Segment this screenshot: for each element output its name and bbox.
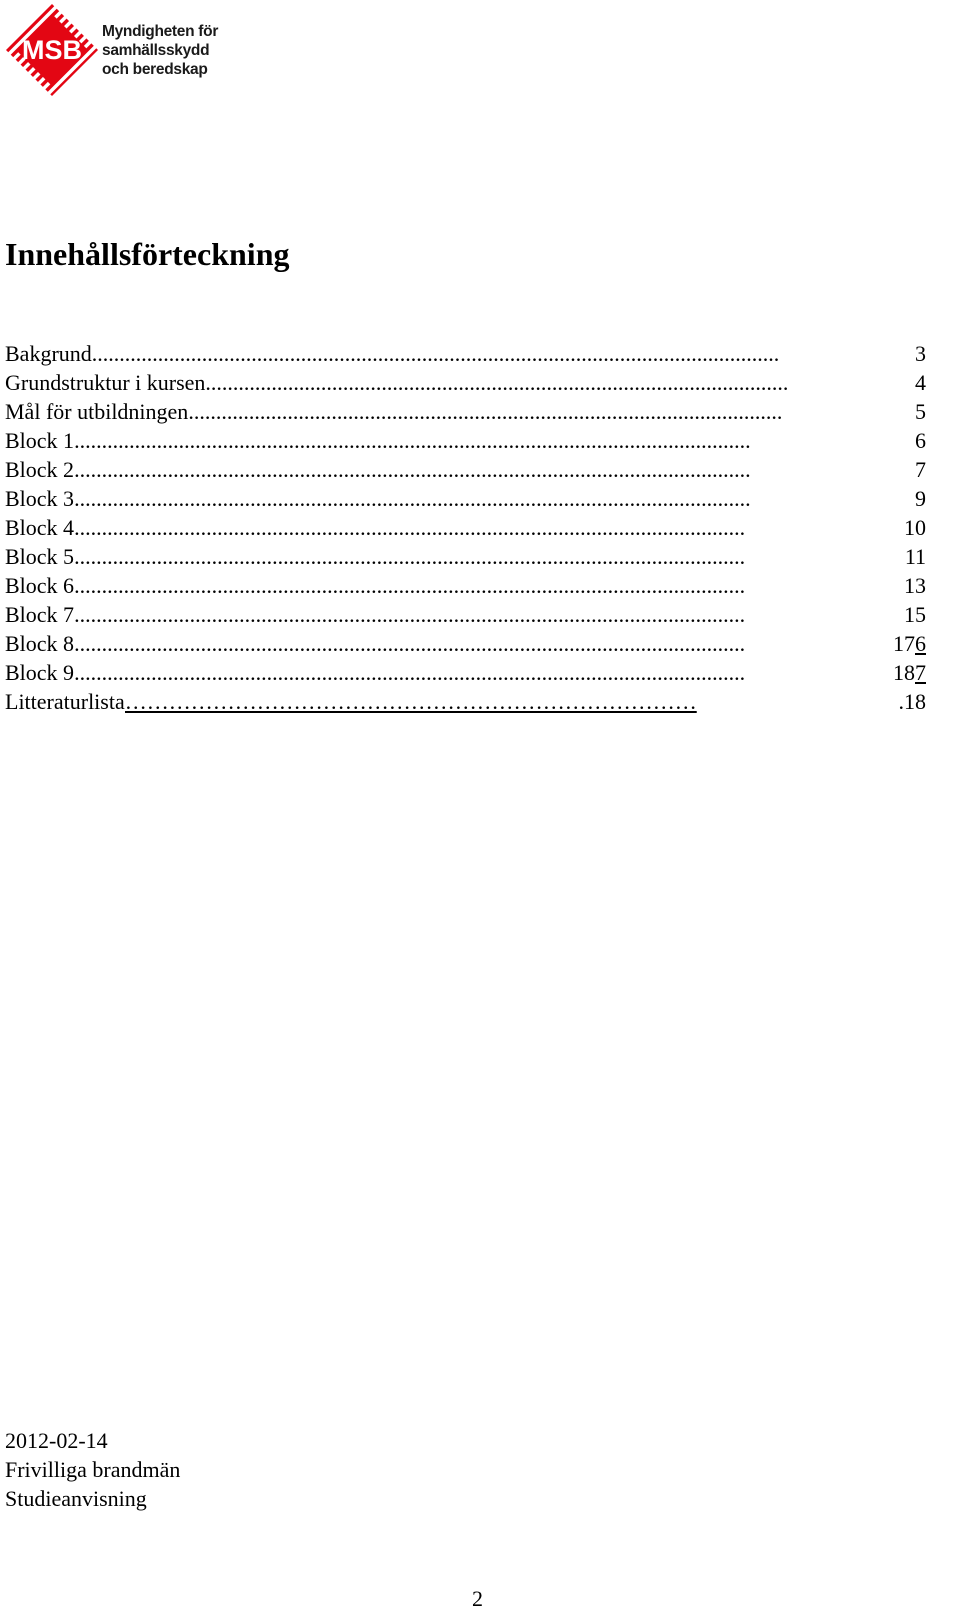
document-subject: Frivilliga brandmän [5, 1457, 181, 1482]
toc-entry-title: Mål för utbildningen [5, 399, 189, 424]
toc-leader: ............................................................................................................................. [91, 341, 780, 366]
toc-leader: .......................................................................................................................... [74, 515, 746, 540]
toc-page-number: .18 [895, 687, 927, 716]
logo-line-2: samhällsskydd [102, 42, 210, 59]
toc-leader: .......................................................................................................................... [74, 544, 746, 569]
toc-entry-title: Block 1 [5, 428, 75, 453]
toc-leader: .......................................................................................................................... [74, 660, 746, 685]
toc-leader: …………………………………………………………………… [124, 689, 697, 714]
toc-entry-grundstruktur[interactable] [5, 368, 960, 397]
document-date: 2012-02-14 [5, 1428, 108, 1453]
toc-page-number: 6 [911, 426, 926, 455]
toc-entry-title: Block 8 [5, 631, 75, 656]
toc-entry-title: Block 3 [5, 486, 75, 511]
toc-entry-title: Block 6 [5, 573, 75, 598]
toc-entry-block-2[interactable] [5, 455, 960, 484]
toc-entry-title: Block 9 [5, 660, 75, 685]
toc-list [5, 339, 960, 716]
toc-page-number: 15 [900, 600, 926, 629]
toc-entry-mal[interactable] [5, 397, 960, 426]
toc-leader: ........................................................................................................................... [74, 428, 751, 453]
toc-entry-title: Grundstruktur i kursen [5, 370, 206, 395]
toc-entry-title: Block 4 [5, 515, 75, 540]
logo-mark-text: MSB [22, 35, 82, 65]
toc-page-number: 11 [901, 542, 926, 571]
logo-wordmark [102, 22, 218, 79]
toc-leader: ........................................................................................................................... [74, 486, 751, 511]
toc-page-number: 7 [911, 455, 926, 484]
toc-heading: Innehållsförteckning [5, 236, 290, 272]
toc-leader: .......................................................................................................... [205, 370, 789, 395]
toc-page-plain: 17 [893, 631, 915, 656]
msb-logo [4, 2, 219, 98]
toc-leader: .......................................................................................................................... [74, 602, 746, 627]
toc-entry-block-9[interactable] [5, 658, 960, 687]
toc-page-number [889, 658, 926, 687]
toc-page-plain: 18 [893, 660, 915, 685]
toc-page-number: 10 [900, 513, 926, 542]
toc-entry-block-8[interactable] [5, 629, 960, 658]
document-footer-info [5, 1426, 180, 1513]
logo-line-1: Myndigheten för [102, 23, 219, 40]
toc-page-underlined: 6 [915, 631, 926, 656]
toc-entry-title: Bakgrund [5, 341, 92, 366]
toc-page-number: 3 [911, 339, 926, 368]
toc-leader: ............................................................................................................ [188, 399, 783, 424]
toc-entry-title: Block 7 [5, 602, 75, 627]
toc-entry-block-4[interactable] [5, 513, 960, 542]
logo-line-3: och beredskap [102, 61, 208, 78]
toc-page-number: 9 [911, 484, 926, 513]
toc-page-number [889, 629, 926, 658]
toc-entry-title: Litteraturlista [5, 689, 125, 714]
toc-entry-block-5[interactable] [5, 542, 960, 571]
toc-leader: .......................................................................................................................... [74, 631, 746, 656]
toc-entry-litteraturlista[interactable] [5, 687, 960, 716]
toc-leader: ........................................................................................................................... [74, 457, 751, 482]
toc-page-underlined: 7 [915, 660, 926, 685]
toc-leader: .......................................................................................................................... [74, 573, 746, 598]
toc-entry-bakgrund[interactable] [5, 339, 960, 368]
toc-entry-block-3[interactable] [5, 484, 960, 513]
toc-entry-block-1[interactable] [5, 426, 960, 455]
toc-entry-block-6[interactable] [5, 571, 960, 600]
toc-entry-block-7[interactable] [5, 600, 960, 629]
toc-entry-title: Block 5 [5, 544, 75, 569]
toc-page-number: 13 [900, 571, 926, 600]
toc-page-number: 5 [911, 397, 926, 426]
page-number: 2 [472, 1586, 483, 1611]
toc-entry-title: Block 2 [5, 457, 75, 482]
toc-page-number: 4 [911, 368, 926, 397]
document-type: Studieanvisning [5, 1486, 147, 1511]
msb-logo-mark [4, 2, 100, 98]
